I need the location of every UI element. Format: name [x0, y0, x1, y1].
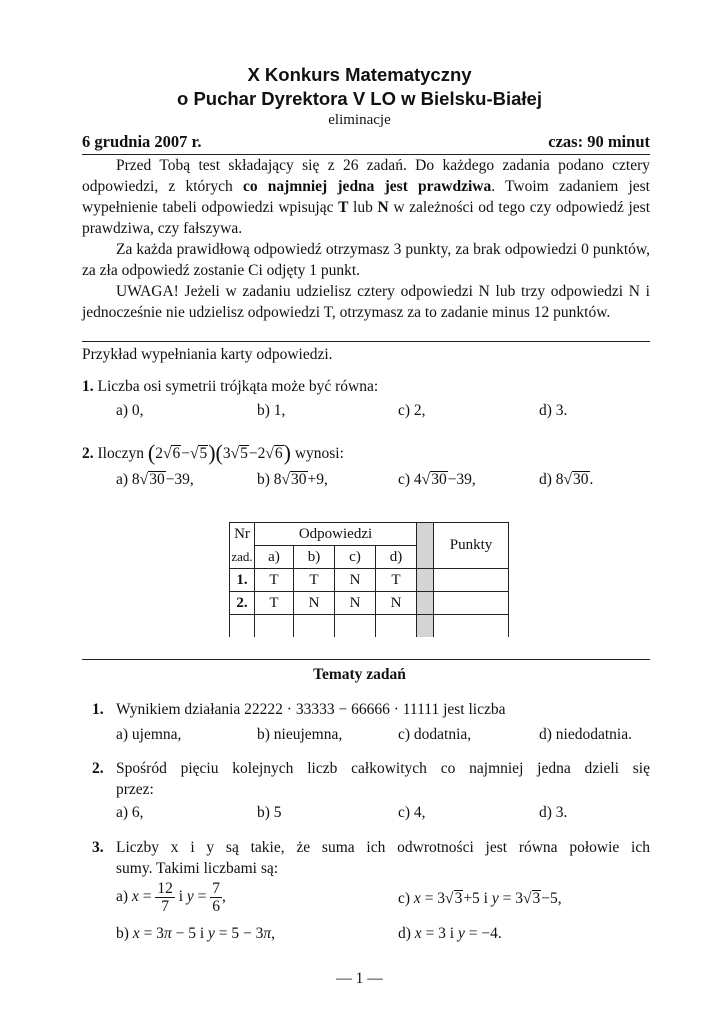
grey-separator: [417, 592, 434, 615]
example-q1-text: 1. Liczba osi symetrii trójkąta może być równa:: [82, 378, 379, 395]
answer-cell: T: [255, 569, 294, 592]
grey-separator: [417, 569, 434, 592]
time-limit: czas: 90 minut: [548, 132, 650, 151]
answer-cell: N: [335, 592, 376, 615]
empty-cell: [255, 615, 294, 638]
letter-d: d): [376, 546, 417, 569]
topic-q3-text-line2: sumy. Takimi liczbami są:: [116, 860, 279, 877]
grey-separator: [417, 523, 434, 569]
topic-q3-number: 3.: [92, 839, 104, 856]
intro-paragraph-1: Przed Tobą test składający się z 26 zadań. Do każdego zadania podano cztery odpowiedzi, z których co najmniej jedna jest prawdziwa. Twoim zadaniem jest wypełnienie tabeli odpowiedzi wpisując T lub N w zależności od tego czy odpowiedź jest prawdziwa, czy fałszywa.: [82, 157, 651, 237]
row-number: 2.: [230, 592, 255, 615]
example-heading: Przykład wypełniania karty odpowiedzi.: [82, 346, 333, 363]
topic-q2-option-b: b) 5: [257, 804, 282, 821]
topic-q3-option-c: c) x = 3√3+5 i y = 3√3−5,: [398, 890, 562, 907]
letter-a: a): [255, 546, 294, 569]
table-row: [230, 592, 509, 615]
intro-rule: [82, 341, 650, 342]
topic-q3-option-b: b) x = 3π − 5 i y = 5 − 3π,: [116, 925, 276, 942]
empty-cell: [434, 615, 509, 638]
header-points: Punkty: [434, 523, 509, 569]
answer-cell: N: [294, 592, 335, 615]
points-cell: [434, 569, 509, 592]
grey-separator: [417, 615, 434, 638]
topic-q1-option-b: b) nieujemna,: [257, 726, 343, 743]
topics-rule: [82, 659, 650, 660]
topic-q2-text-line2: przez:: [116, 781, 154, 798]
topic-q3-option-d: d) x = 3 i y = −4.: [398, 925, 502, 942]
header-answers: Odpowiedzi: [255, 523, 417, 546]
empty-cell: [294, 615, 335, 638]
letter-b: b): [294, 546, 335, 569]
topic-q2-option-a: a) 6,: [116, 804, 144, 821]
header-zad: zad.: [230, 546, 255, 569]
intro-paragraph-2: Za każda prawidłową odpowiedź otrzymasz 3 punkty, za brak odpowiedzi 0 punktów, za zła odpowiedź zostanie Ci odjęty 1 punkt.: [82, 241, 650, 279]
example-q1-option-b: b) 1,: [257, 402, 286, 419]
title-line-1: X Konkurs Matematyczny: [247, 64, 472, 85]
example-q2-option-d: d) 8√30.: [539, 471, 594, 488]
example-q2-option-c: c) 4√30−39,: [398, 471, 476, 488]
example-q2-text: 2. Iloczyn (2√6−√5)(3√5−2√6) wynosi:: [82, 440, 344, 465]
empty-cell: [335, 615, 376, 638]
row-number: 1.: [230, 569, 255, 592]
title-line-2: o Puchar Dyrektora V LO w Bielsku-Białej: [177, 88, 542, 109]
example-q1-option-d: d) 3.: [539, 402, 568, 419]
example-q2-option-a: a) 8√30−39,: [116, 471, 194, 488]
example-q1-option-c: c) 2,: [398, 402, 426, 419]
topic-q1-text: Wynikiem działania 22222 · 33333 − 66666 · 11111 jest liczba: [116, 701, 506, 718]
date: 6 grudnia 2007 r.: [82, 132, 202, 151]
empty-cell: [230, 615, 255, 638]
topic-q1-option-c: c) dodatnia,: [398, 726, 472, 743]
header-nr: Nr: [230, 523, 255, 546]
table-row: [230, 615, 509, 638]
example-q1-option-a: a) 0,: [116, 402, 144, 419]
product-expression: (2√6−√5)(3√5−2√6): [147, 440, 291, 465]
topic-q1-number: 1.: [92, 701, 104, 718]
topics-heading: Tematy zadań: [313, 666, 406, 683]
topic-q3-option-a: a) x = $\frac{12}{7}$ i y = $\frac{7}{6}$ ,: [116, 880, 226, 915]
answer-cell: N: [376, 592, 417, 615]
intro-paragraph-3: UWAGA! Jeżeli w zadaniu udzielisz cztery odpowiedzi N lub trzy odpowiedzi N i jednocześnie nie udzielisz odpowiedzi T, otrzymasz za to zadanie minus 12 punktów.: [82, 283, 650, 321]
topic-q1-option-d: d) niedodatnia.: [539, 726, 632, 743]
topic-q2-option-d: d) 3.: [539, 804, 568, 821]
answer-table: [229, 522, 509, 637]
answer-cell: N: [335, 569, 376, 592]
answer-cell: T: [294, 569, 335, 592]
table-row: [230, 569, 509, 592]
subtitle: eliminacje: [328, 112, 391, 128]
topic-q3-text-line1: Liczby x i y są takie, że suma ich odwrotności jest równa połowie ich: [116, 839, 650, 856]
topic-q2-text-line1: Spośród pięciu kolejnych liczb całkowitych co najmniej jedna dzieli się: [116, 760, 650, 777]
empty-cell: [376, 615, 417, 638]
points-cell: [434, 592, 509, 615]
page-number: — 1 —: [336, 970, 383, 987]
topic-q1-option-a: a) ujemna,: [116, 726, 182, 743]
topic-q2-option-c: c) 4,: [398, 804, 426, 821]
example-q2-option-b: b) 8√30+9,: [257, 471, 328, 488]
answer-cell: T: [376, 569, 417, 592]
topic-q2-number: 2.: [92, 760, 104, 777]
answer-cell: T: [255, 592, 294, 615]
letter-c: c): [335, 546, 376, 569]
